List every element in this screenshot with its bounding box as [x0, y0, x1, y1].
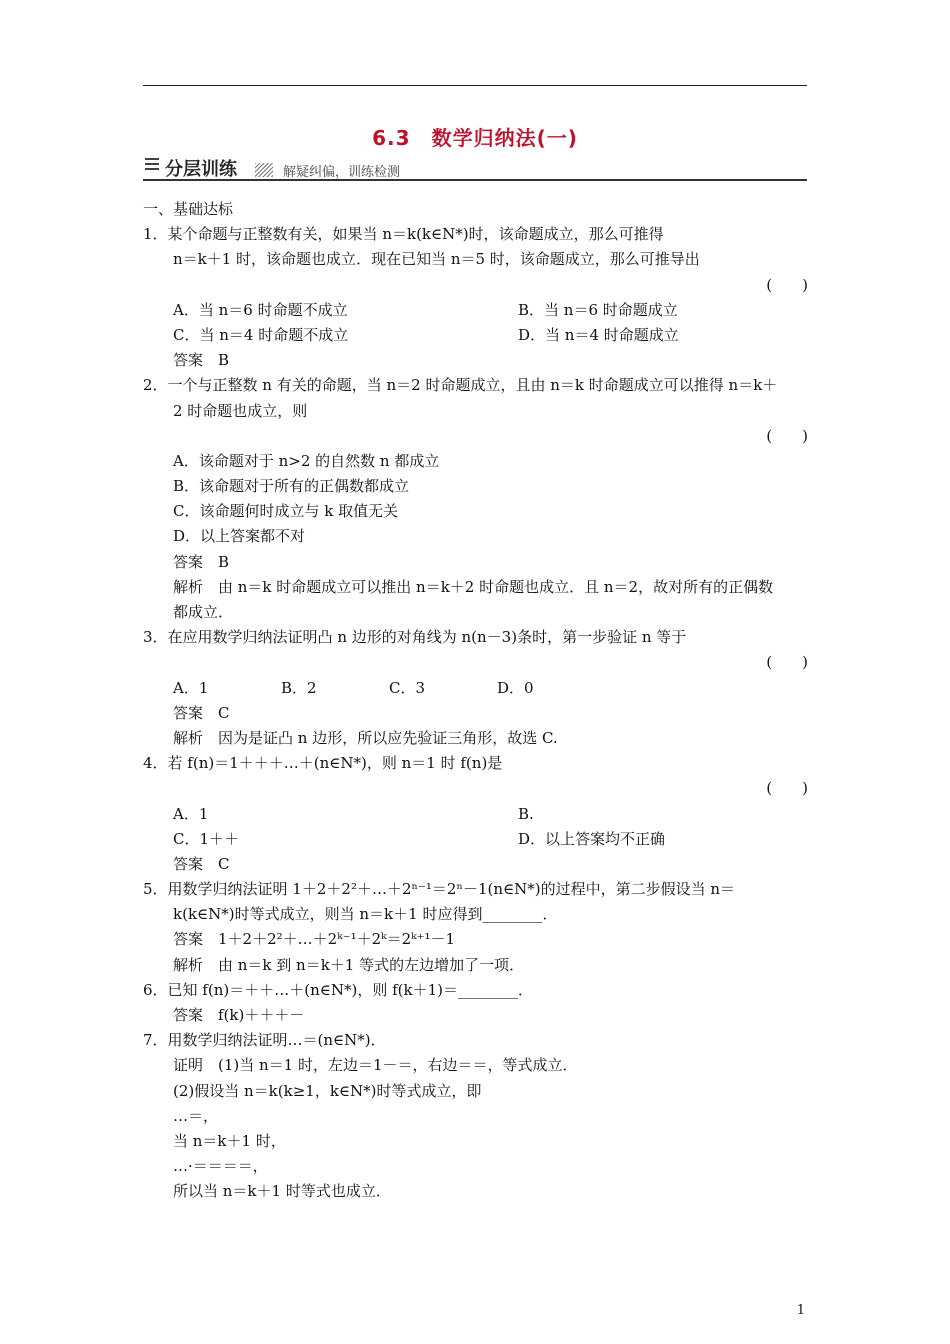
question-4-line-1: 4．若 f(n)＝1＋＋＋…＋(n∈N*)，则 n＝1 时 f(n)是 — [143, 754, 503, 773]
question-3-answer-bracket: ( ) — [766, 653, 808, 672]
question-1-option-a: A．当 n＝6 时命题不成立 — [173, 300, 348, 319]
question-2-explanation-1: 解析 由 n＝k 时命题成立可以推出 n＝k＋2 时命题也成立．且 n＝2，故对所有的正偶数 — [173, 577, 774, 596]
question-2-option-b: B．该命题对于所有的正偶数都成立 — [173, 477, 410, 496]
question-4-option-b: B. — [518, 804, 534, 823]
banner-rule — [143, 179, 807, 181]
question-3-options-row — [143, 676, 808, 701]
question-7-proof-3: …＝， — [173, 1106, 219, 1125]
question-2-option-c: C．该命题何时成立与 k 取值无关 — [173, 502, 399, 521]
page-number: 1 — [796, 1303, 805, 1318]
exercise-content — [143, 197, 808, 1205]
question-3-option-b: B．2 — [281, 678, 317, 697]
question-3-option-c: C．3 — [389, 678, 426, 697]
question-1-option-c: C．当 n＝4 时命题不成立 — [173, 325, 349, 344]
question-1-option-b: B．当 n＝6 时命题成立 — [518, 300, 678, 319]
question-6-answer: 答案 f(k)＋＋＋－ — [173, 1006, 305, 1024]
question-2-line-1: 2．一个与正整数 n 有关的命题，当 n＝2 时命题成立，且由 n＝k 时命题成立可以推得 n＝k＋ — [143, 376, 778, 395]
question-5-line-2: k(k∈N*)时等式成立，则当 n＝k＋1 时应得到________． — [173, 905, 558, 924]
question-7-proof-6: 所以当 n＝k＋1 时等式也成立． — [173, 1182, 391, 1201]
question-7-line-1: 7．用数学归纳法证明…＝(n∈N*)． — [143, 1031, 386, 1050]
question-4-answer: 答案 C — [173, 854, 230, 873]
question-4-option-a: A．1 — [173, 804, 209, 823]
question-3-option-d: D．0 — [497, 678, 534, 697]
question-1-option-d: D．当 n＝4 时命题成立 — [518, 325, 679, 344]
question-5-explanation: 解析 由 n＝k 到 n＝k＋1 等式的左边增加了一项． — [173, 955, 525, 974]
question-6-line-1: 6．已知 f(n)＝＋＋…＋(n∈N*)，则 f(k＋1)＝________． — [143, 980, 533, 999]
question-2-answer: 答案 B — [173, 552, 230, 571]
question-3-answer: 答案 C — [173, 703, 230, 722]
question-3-option-a: A．1 — [173, 678, 209, 697]
header-rule — [143, 85, 807, 86]
question-1-answer: 答案 B — [173, 351, 230, 370]
question-4-options-row-2 — [143, 827, 808, 852]
question-5-line-1: 5．用数学归纳法证明 1＋2＋2²＋…＋2ⁿ⁻¹＝2ⁿ－1(n∈N*)的过程中，第二步假设当 n＝ — [143, 880, 736, 899]
question-3-explanation: 解析 因为是证凸 n 边形，所以应先验证三角形，故选 C. — [173, 728, 558, 747]
banner-subtitle: 解疑纠偏，训练检测 — [283, 165, 401, 180]
question-2-option-a: A．该命题对于 n>2 的自然数 n 都成立 — [173, 451, 440, 470]
question-1-options-row-2 — [143, 323, 808, 348]
question-2-explanation-2: 都成立． — [173, 603, 234, 621]
question-4-option-d: D．以上答案均不正确 — [518, 829, 666, 848]
question-4-answer-bracket: ( ) — [766, 779, 808, 798]
question-3-line-1: 3．在应用数学归纳法证明凸 n 边形的对角线为 n(n－3)条时，第一步验证 n 等于 — [143, 628, 687, 647]
question-1-answer-bracket: ( ) — [766, 275, 808, 294]
question-7-proof-1: 证明 (1)当 n＝1 时，左边＝1－＝，右边＝＝，等式成立． — [173, 1056, 578, 1075]
question-7-proof-2: (2)假设当 n＝k(k≥1，k∈N*)时等式成立，即 — [173, 1081, 482, 1100]
question-1-line-2: n＝k＋1 时，该命题也成立．现在已知当 n＝5 时，该命题成立，那么可推导出 — [173, 250, 700, 269]
question-4-options-row-1 — [143, 802, 808, 827]
section-heading: 一、基础达标 — [143, 200, 234, 218]
question-1-options-row-1 — [143, 298, 808, 323]
question-2-line-2: 2 时命题也成立，则 — [173, 401, 308, 420]
question-4-option-c: C．1＋＋ — [173, 829, 240, 848]
banner-stripes-icon — [255, 163, 273, 177]
banner-ticks-icon — [145, 158, 159, 176]
question-2-answer-bracket: ( ) — [766, 426, 808, 445]
question-1-line-1: 1．某个命题与正整数有关，如果当 n＝k(k∈N*)时，该命题成立，那么可推得 — [143, 225, 664, 244]
section-banner — [143, 155, 807, 185]
page-title: 6.3 数学归纳法(一) — [372, 126, 578, 150]
question-7-proof-4: 当 n＝k＋1 时， — [173, 1131, 286, 1150]
question-5-answer: 答案 1＋2＋2²＋…＋2ᵏ⁻¹＋2ᵏ＝2ᵏ⁺¹－1 — [173, 930, 456, 949]
question-2-option-d: D．以上答案都不对 — [173, 527, 306, 546]
question-7-proof-5: …·＝＝＝＝， — [173, 1157, 268, 1176]
banner-title: 分层训练 — [165, 159, 237, 180]
